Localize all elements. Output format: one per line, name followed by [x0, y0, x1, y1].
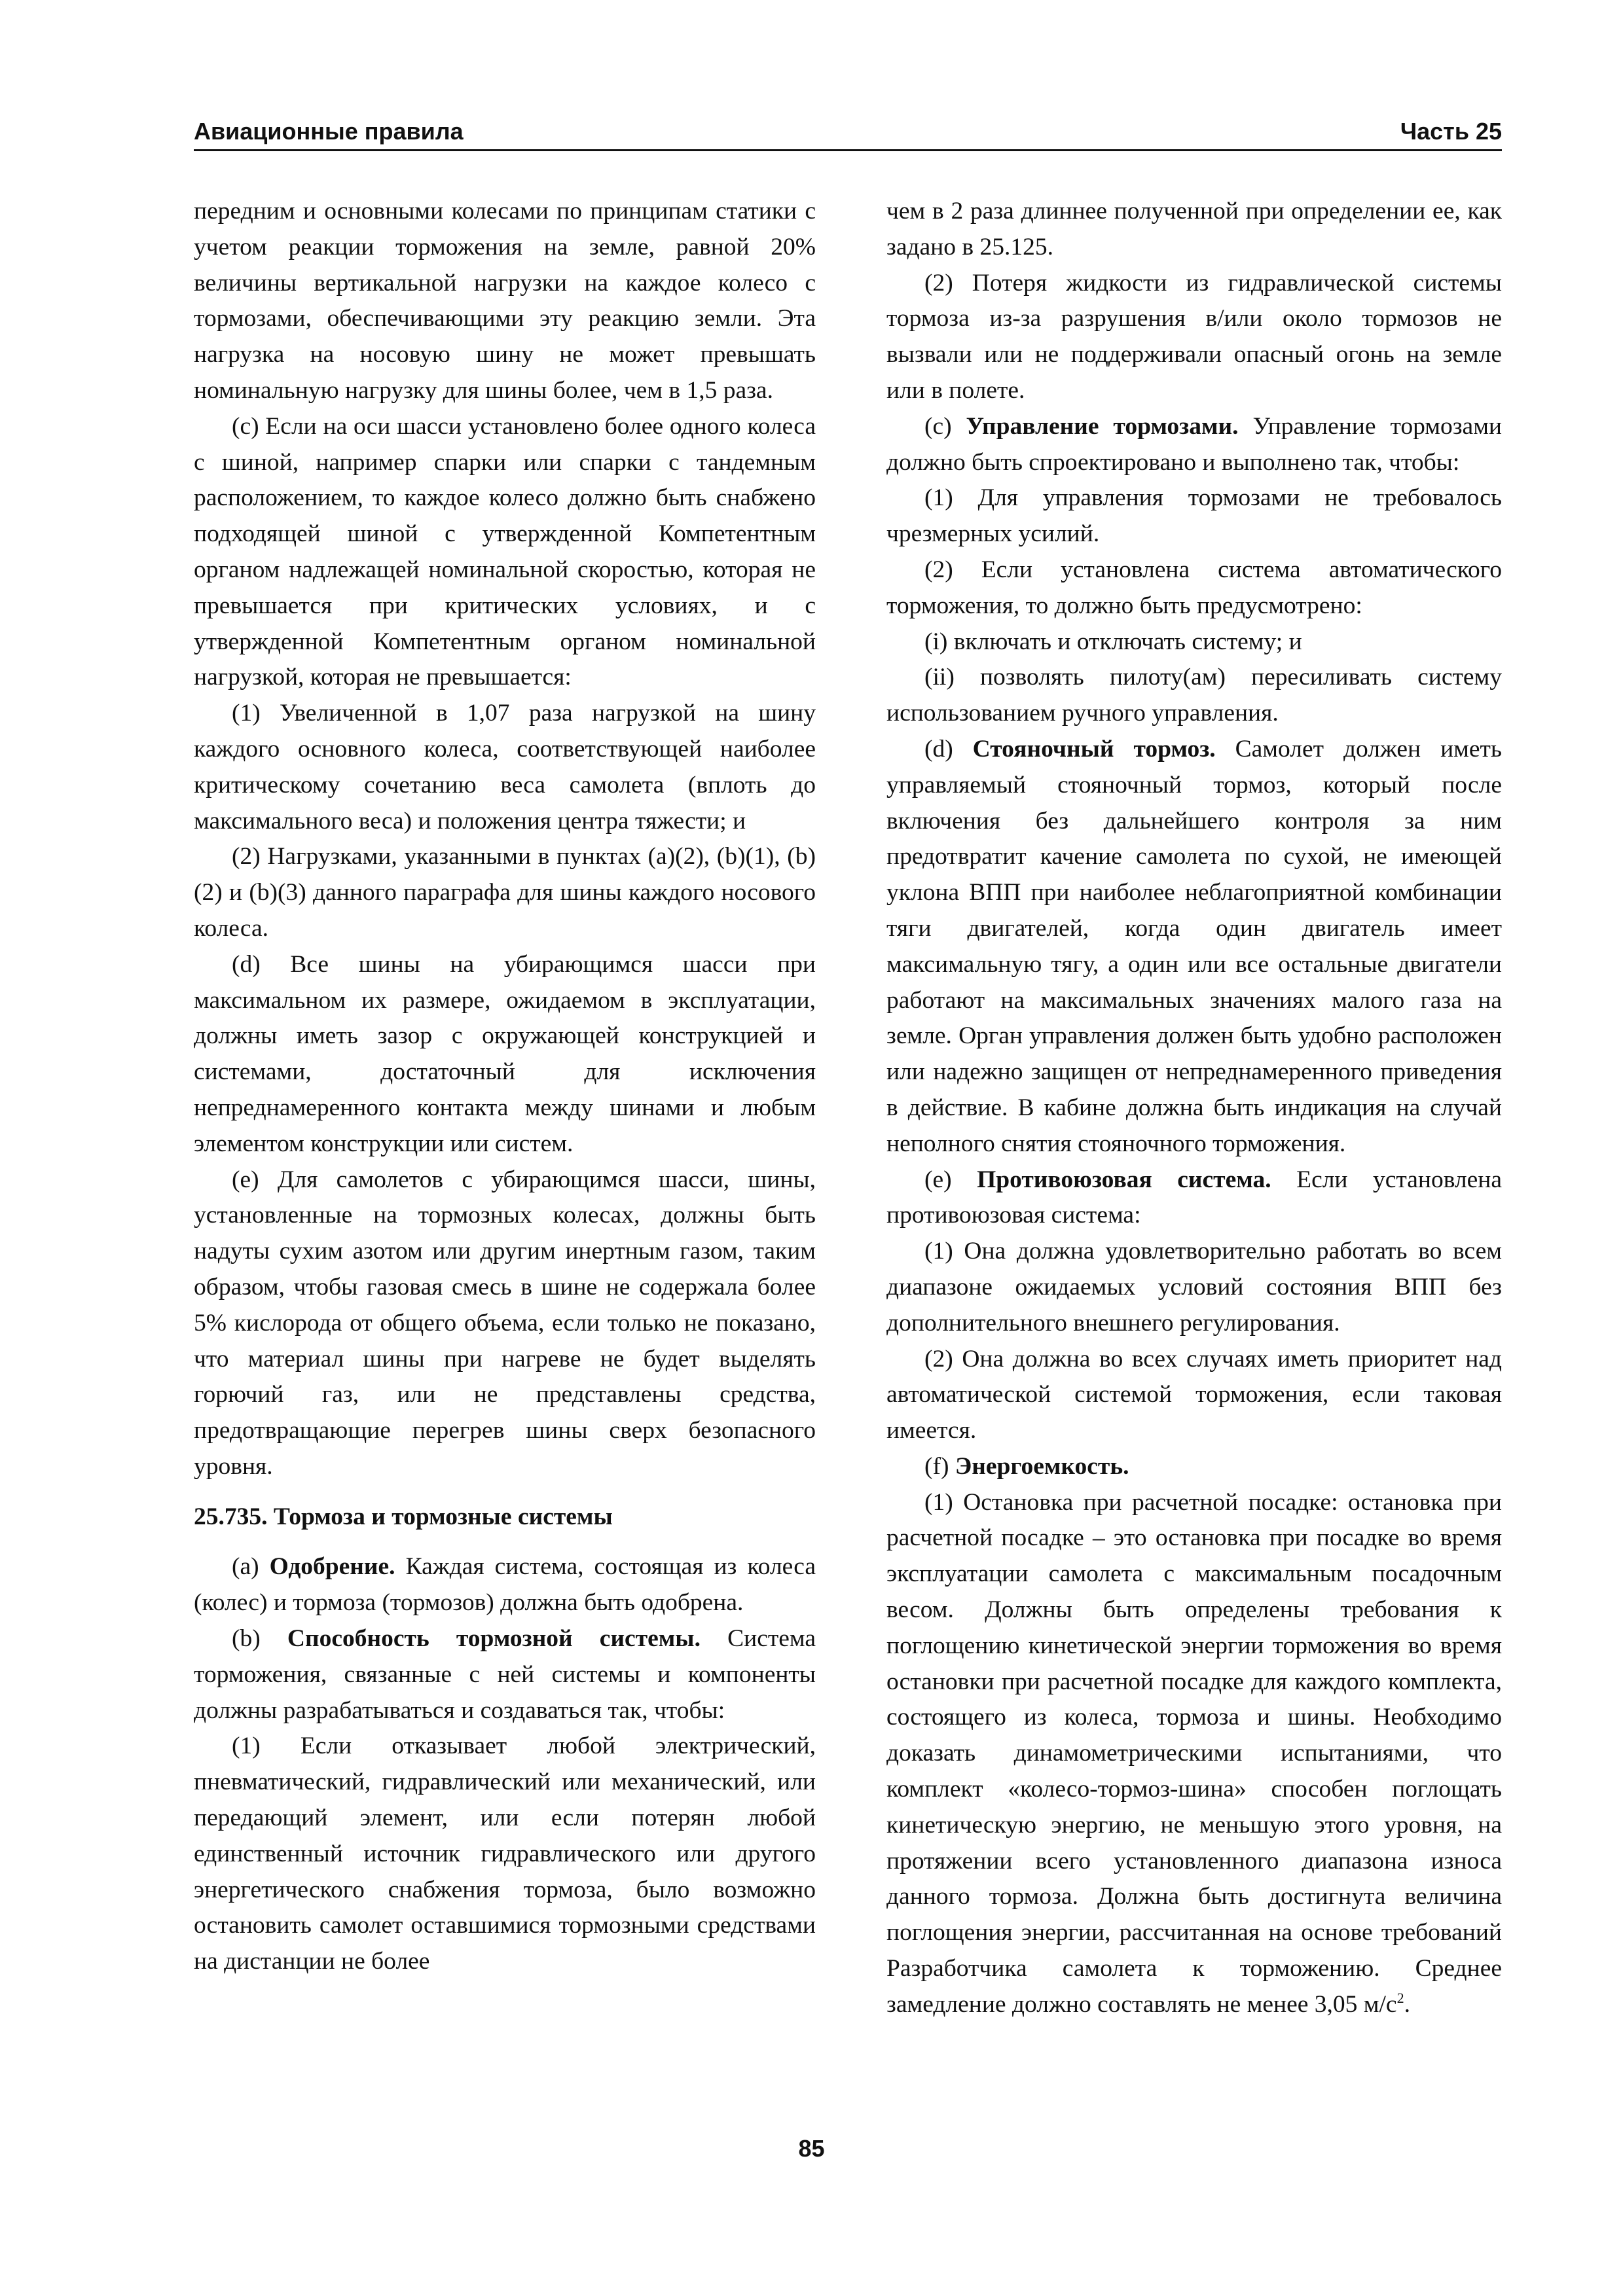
paragraph-e: (е) Для самолетов с убирающимся шасси, шины, установленные на тормозных колесах, должны быть надуты сухим азотом или другим инертным газом, таким образом, чтобы газовая смесь в шине не содержала более 5% кислорода от общего объема, если только не показано, что материал шины при нагреве не будет выделять горючий газ, или не представлены средства, предотвращающие перегрев шины сверх безопасного уровня. [194, 1166, 816, 1480]
paragraph-c1: (1) Увеличенной в 1,07 раза нагрузкой на шину каждого основного колеса, соответствующей наиболее критическому сочетанию веса самолета (вплоть до максимального веса) и положения центра тяжести; и [194, 700, 816, 834]
paragraph-e [886, 1162, 1502, 1234]
item-text: (1) Остановка при расчетной посадке: остановка при расчетной посадке – это остановка при посадке во время эксплуатации самолета с максимальным посадочным весом. Должны быть определены требования к поглощению кинетической энергии торможения во время остановки при расчетной посадке для каждого комплекта, состоящего из колеса, тормоза и шины. Необходимо доказать динамометрическими испытаниями, что комплект «колесо-тормоз-шина» способен поглощать кинетическую энергию, не меньшую этого уровня, на протяжении всего установленного диапазона износа данного тормоза. Должна быть достигнута величина поглощения энергии, рассчитанная на основе требований Разработчика самолета к торможению. Среднее замедление должно составлять не менее 3,05 м/с [886, 1488, 1502, 2018]
right-column [886, 194, 1502, 2023]
section-heading: 25.735. Тормоза и тормозные системы [194, 1503, 613, 1530]
item-title: Способность тормозной системы. [287, 1625, 701, 1653]
paragraph-b [194, 1621, 816, 1729]
running-header [194, 115, 1502, 151]
paragraph-e2: (2) Она должна во всех случаях иметь приоритет над автоматической системой торможения, если таковая имеется. [886, 1345, 1502, 1444]
item-text: Если установлена противоюзовая система: [886, 1166, 1502, 1229]
paragraph-a [194, 1549, 816, 1621]
item-text: Самолет должен иметь управляемый стояночный тормоз, который после включения без дальнейшего контроля за ним предотвратит качение самолета по сухой, не имеющей уклона ВПП при наиболее неблагоприятной комбинации тяги двигателей, когда один двигатель имеет максимальную тягу, а один или все остальные двигатели работают на максимальных значениях малого газа на земле. Орган управления должен быть удобно расположен или надежно защищен от непреднамеренного приведения в действие. В кабине должна быть индикация на случай неполного снятия стояночного торможения. [886, 735, 1502, 1157]
header-title: Авиационные правила [194, 118, 464, 145]
item-title: Управление тормозами. [966, 412, 1239, 440]
paragraph-c1: (1) Для управления тормозами не требовалось чрезмерных усилий. [886, 484, 1502, 548]
paragraph-cii: (ii) позволять пилоту(ам) пересиливать систему использованием ручного управления. [886, 664, 1502, 727]
left-column [194, 194, 816, 1980]
paragraph-d: (d) Все шины на убирающимся шасси при максимальном их размере, ожидаемом в эксплуатации, должны иметь зазор с окружающей конструкцией и системами, достаточный для исключения непреднамеренного контакта между шинами и любым элементом конструкции или систем. [194, 950, 816, 1157]
paragraph-e1: (1) Она должна удовлетворительно работать во всем диапазоне ожидаемых условий состояния ВПП без дополнительного внешнего регулирования. [886, 1238, 1502, 1336]
page-number: 85 [798, 2135, 825, 2162]
item-text: Управление тормозами должно быть спроектировано и выполнено так, чтобы: [886, 412, 1503, 476]
paragraph-b1: (1) Если отказывает любой электрический, пневматический, гидравлический или механический, или передающий элемент, или если потерян любой единственный источник гидравлического или другого энергетического снабжения тормоза, было возможно остановить самолет оставшимися тормозными средствами на дистанции не более [194, 1732, 816, 1975]
paragraph-f1 [886, 1485, 1502, 2023]
paragraph-d [886, 732, 1502, 1162]
item-title: Одобрение. [269, 1553, 395, 1581]
item-label: (b) [232, 1625, 261, 1653]
item-text: Каждая система, состоящая из колеса (колес) и тормоза (тормозов) должна быть одобрена. [194, 1553, 816, 1617]
item-label: (а) [232, 1553, 259, 1581]
item-label: (d) [924, 735, 953, 762]
paragraph-c [886, 409, 1502, 481]
superscript: 2 [1396, 1989, 1404, 2006]
paragraph-c2: (2) Нагрузками, указанными в пунктах (а)(2), (b)(1), (b)(2) и (b)(3) данного параграфа для шины каждого носового колеса. [194, 843, 816, 942]
paragraph-b2: (2) Потеря жидкости из гидравлической системы тормоза из-за разрушения в/или около тормозов не вызвали или не поддерживали опасный огонь на земле или в полете. [886, 269, 1502, 404]
item-title: Противоюзовая система. [977, 1166, 1271, 1193]
paragraph: чем в 2 раза длиннее полученной при определении ее, как задано в 25.125. [886, 198, 1502, 260]
item-text: Система торможения, связанные с ней системы и компоненты должны разрабатываться и создаваться так, чтобы: [194, 1625, 816, 1724]
header-part: Часть 25 [1400, 118, 1502, 145]
item-title: Энергоемкость. [955, 1452, 1129, 1480]
item-label: (е) [924, 1166, 952, 1193]
paragraph-c: (с) Если на оси шасси установлено более одного колеса с шиной, например спарки или спарки с тандемным расположением, то каждое колесо должно быть снабжено подходящей шиной с утвержденной Компетентным органом надлежащей номинальной скоростью, которая не превышается при критических условиях, и с утвержденной Компетентным органом номинальной нагрузкой, которая не превышается: [194, 412, 816, 691]
paragraph-c2: (2) Если установлена система автоматического торможения, то должно быть предусмотрено: [886, 556, 1502, 619]
item-text-end: . [1404, 1990, 1410, 2018]
item-label: (f) [924, 1452, 949, 1480]
item-label: (с) [924, 412, 952, 440]
item-title: Стояночный тормоз. [972, 735, 1216, 762]
paragraph-f [886, 1449, 1502, 1485]
paragraph: передним и основными колесами по принципам статики с учетом реакции торможения на земле, равной 20% величины вертикальной нагрузки на каждое колесо с тормозами, обеспечивающими эту реакцию земли. Эта нагрузка на носовую шину не может превышать номинальную нагрузку для шины более, чем в 1,5 раза. [194, 198, 816, 404]
paragraph-ci: (i) включать и отключать систему; и [924, 628, 1302, 655]
